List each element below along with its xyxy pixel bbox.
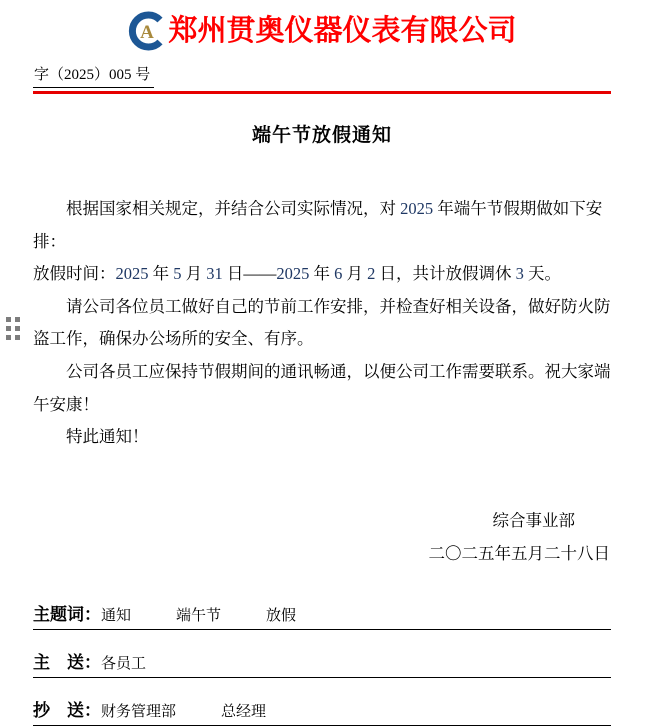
body-text-segment: 根据国家相关规定，并结合公司实际情况，对 xyxy=(66,199,401,218)
footer-row-main-send xyxy=(33,652,611,678)
body-text-segment: 请公司各位员工做好自己的节前工作安排，并检查好相关设备，做好防火防 xyxy=(66,296,611,316)
document-header xyxy=(33,10,611,52)
company-name: 郑州贯奥仪器仪表有限公司 xyxy=(168,15,517,47)
body-number-text: 3 xyxy=(515,264,524,284)
body-text-segment: 日，共计放假调休 xyxy=(375,264,516,284)
body-text-segment: 特此通知！ xyxy=(66,427,149,447)
body-paragraph xyxy=(33,356,611,421)
body-text-segment: 盗工作，确保办公场所的安全、有序。 xyxy=(33,329,314,349)
footer-row-copy-send xyxy=(33,700,611,726)
svg-text:A: A xyxy=(140,22,155,43)
page-title: 端午节放假通知 xyxy=(251,125,392,146)
copy-send-value: 财务管理部 总经理 xyxy=(101,703,267,720)
drag-dots-icon[interactable] xyxy=(6,317,20,340)
body-paragraph xyxy=(33,193,611,291)
body-text-segment: 日—— xyxy=(222,264,277,284)
signature-date: 二〇二五年五月二十八日 xyxy=(428,543,610,563)
body-number-text: 2025 xyxy=(276,264,310,284)
document-footer xyxy=(33,604,611,726)
ca-logo-icon xyxy=(127,11,167,51)
body-text-segment: 月 xyxy=(342,264,368,284)
body-paragraph xyxy=(33,421,611,454)
body-paragraph xyxy=(33,291,611,356)
body-number-text: 31 xyxy=(206,264,223,284)
subject-label: 主题词： xyxy=(33,604,101,624)
red-divider-line xyxy=(33,91,611,94)
signature-department: 综合事业部 xyxy=(492,510,575,530)
body-text-segment: 天。 xyxy=(523,264,561,284)
main-send-label: 主 送： xyxy=(33,652,101,672)
body-text-segment: 年 xyxy=(309,264,335,284)
main-send-value: 各员工 xyxy=(101,655,147,672)
body-text-segment: 年端午节假期做如下安排： xyxy=(33,199,603,251)
body-text-segment: 月 xyxy=(181,264,207,284)
body-number-text: 2025 xyxy=(400,199,434,218)
doc-number-row xyxy=(33,66,611,88)
body-text-segment: 公司各员工应保持节假期间的通讯畅通，以便公司工作需要联系。祝大家端 xyxy=(66,361,611,381)
body-number-text: 2025 xyxy=(115,264,149,284)
body-text-segment: 年 xyxy=(148,264,174,284)
subject-value: 通知 端午节 放假 xyxy=(101,607,297,624)
document-body xyxy=(33,193,611,454)
body-number-text: 2 xyxy=(367,264,376,284)
body-text-segment: 放假时间： xyxy=(33,264,116,284)
copy-send-label: 抄 送： xyxy=(33,700,101,720)
body-number-text: 6 xyxy=(334,264,343,284)
footer-row-subject xyxy=(33,604,611,630)
doc-number: 字（2025）005 号 xyxy=(33,66,154,88)
signature-block xyxy=(33,504,611,570)
body-text-segment: 午安康！ xyxy=(33,394,99,414)
body-number-text: 5 xyxy=(173,264,182,284)
